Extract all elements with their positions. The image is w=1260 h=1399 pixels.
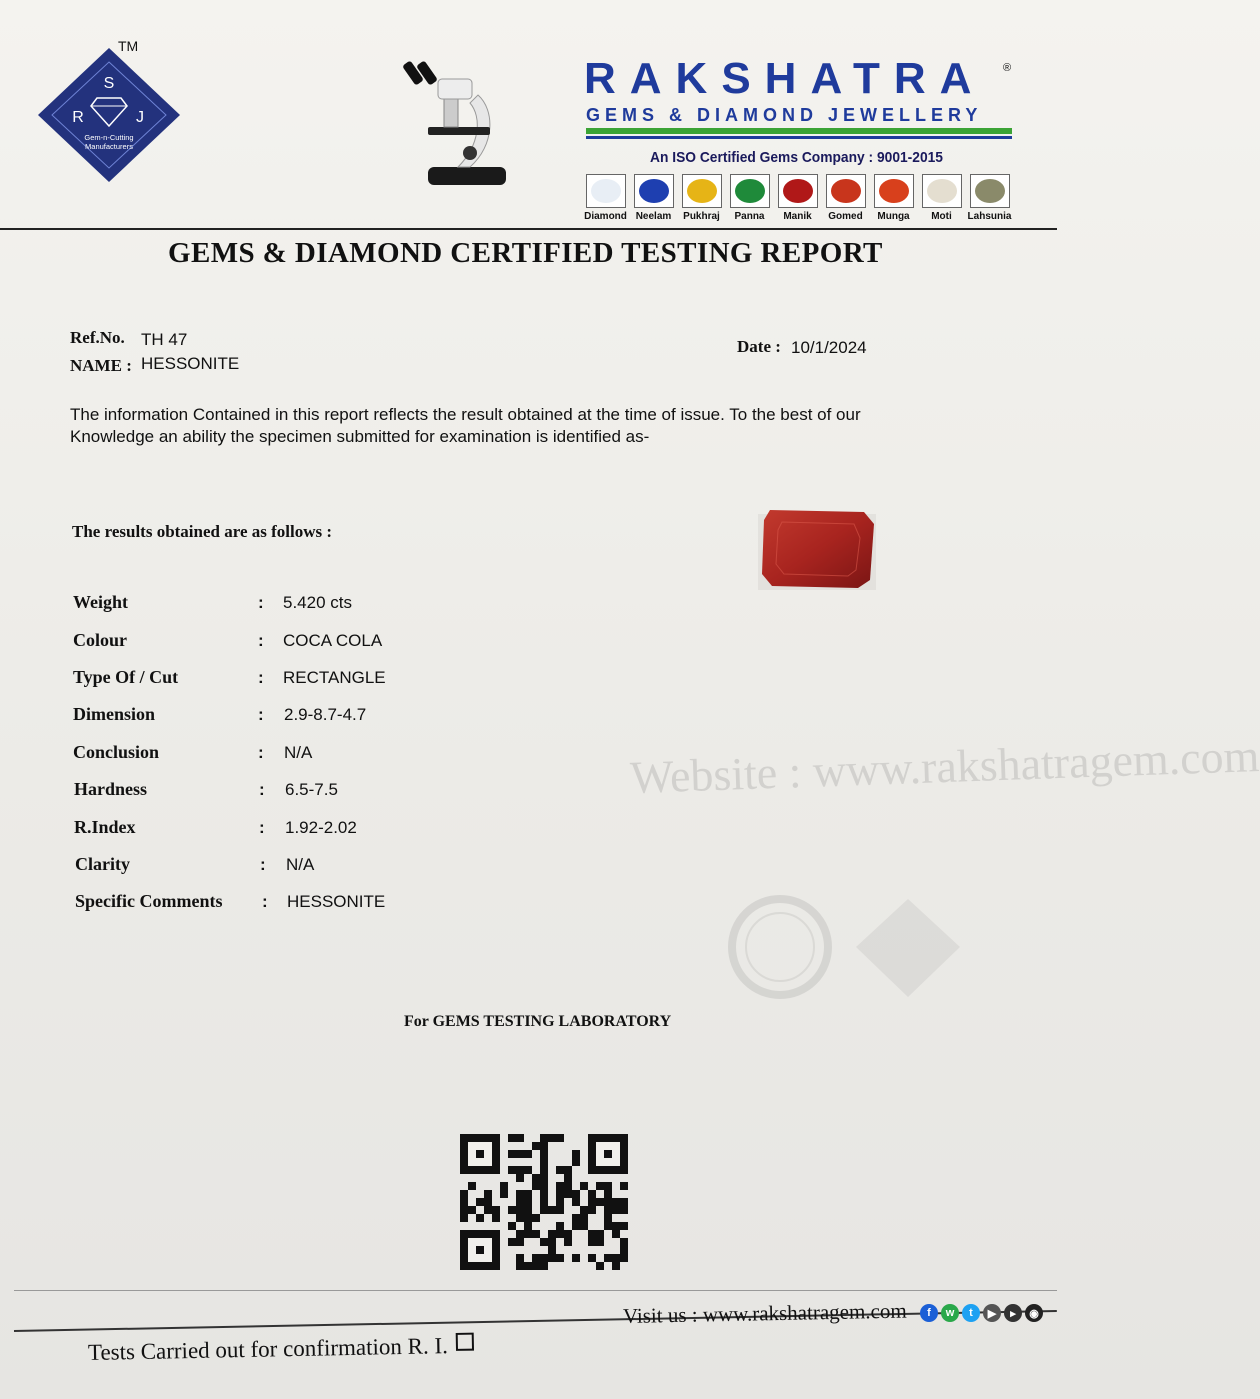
name-value: HESSONITE — [141, 354, 240, 373]
youtube-icon[interactable]: ▶ — [983, 1304, 1001, 1322]
results-heading: The results obtained are as follows : — [72, 522, 333, 541]
qr-code — [460, 1132, 628, 1272]
date-label: Date : — [737, 337, 781, 356]
brand-rule-green — [586, 128, 1012, 134]
trademark-mark: TM — [118, 38, 139, 54]
gem-label: Panna — [734, 211, 765, 222]
gem-swatch-diamond — [585, 174, 626, 230]
result-value: RECTANGLE — [283, 668, 386, 687]
date-value: 10/1/2024 — [791, 338, 867, 357]
gem-swatch-manik — [777, 174, 818, 230]
srj-logo — [34, 40, 184, 190]
result-value: N/A — [286, 855, 315, 874]
registered-mark: ® — [1003, 62, 1012, 74]
gem-label: Neelam — [635, 211, 672, 222]
ref-label: Ref.No. — [70, 328, 125, 347]
brand-name: RAKSHATRA — [584, 54, 986, 103]
facebook-icon[interactable]: f — [920, 1304, 938, 1322]
result-label: Conclusion — [73, 742, 160, 762]
result-value: 2.9-8.7-4.7 — [284, 705, 367, 724]
bleed-through-text — [120, 282, 125, 303]
gem-label: Manik — [783, 211, 812, 222]
gem-swatch-gomed — [825, 174, 866, 230]
logo-letter-s: S — [103, 75, 115, 92]
gem-icon — [826, 174, 866, 208]
result-value: N/A — [284, 743, 313, 762]
faint-seal-watermark — [728, 895, 968, 1005]
result-value: 5.420 cts — [283, 593, 352, 612]
gem-swatch-lahsunia — [969, 174, 1010, 230]
gem-label: Munga — [877, 211, 910, 222]
watermark-website: Website : www.rakshatragem.com — [629, 730, 1260, 803]
gem-icon — [970, 174, 1010, 208]
logo-letter-r: R — [72, 109, 84, 126]
gem-swatch-moti — [921, 174, 962, 230]
gemstone-photo — [758, 508, 876, 590]
result-label: Specific Comments — [75, 891, 223, 911]
gem-icon — [874, 174, 914, 208]
result-colon: : — [258, 593, 264, 612]
result-colon: : — [258, 705, 264, 724]
result-value: 1.92-2.02 — [285, 818, 357, 837]
gem-label: Moti — [931, 211, 952, 222]
gem-swatch-panna — [729, 174, 770, 230]
result-label: R.Index — [74, 817, 136, 837]
result-value: 6.5-7.5 — [285, 780, 338, 799]
result-label: Clarity — [75, 854, 130, 874]
result-colon: : — [262, 892, 268, 911]
gem-icon — [682, 174, 722, 208]
gem-swatch-munga — [873, 174, 914, 230]
header-divider — [0, 228, 1057, 230]
tests-confirmation-text: Tests Carried out for confirmation R. I. — [87, 1333, 449, 1365]
gem-label: Gomed — [828, 211, 863, 222]
brand-rule-blue — [586, 136, 1012, 139]
social-icons — [920, 1304, 1043, 1322]
microscope-icon — [400, 55, 515, 195]
gem-label: Pukhraj — [683, 211, 720, 222]
lab-signature-line: For GEMS TESTING LABORATORY — [404, 1013, 672, 1030]
gem-icon — [730, 174, 770, 208]
instagram-icon[interactable]: ◉ — [1025, 1304, 1043, 1322]
result-value: COCA COLA — [283, 631, 383, 650]
gem-icon — [634, 174, 674, 208]
footer-divider-top — [14, 1290, 1057, 1291]
result-label: Weight — [73, 592, 129, 612]
report-title: GEMS & DIAMOND CERTIFIED TESTING REPORT — [168, 237, 883, 269]
gem-swatch-neelam — [633, 174, 674, 230]
gem-label: Lahsunia — [967, 211, 1012, 222]
intro-paragraph — [70, 404, 930, 448]
gem-swatch-pukhraj — [681, 174, 722, 230]
logo-tagline-2: Manufacturers — [85, 142, 133, 151]
gem-icon — [778, 174, 818, 208]
play-store-icon[interactable]: ▸ — [1004, 1304, 1022, 1322]
result-colon: : — [258, 743, 264, 762]
result-label: Colour — [73, 630, 127, 650]
result-label: Hardness — [74, 779, 148, 799]
twitter-icon[interactable]: t — [962, 1304, 980, 1322]
result-label: Type Of / Cut — [73, 667, 179, 687]
tests-confirmation — [88, 1333, 474, 1366]
gem-label: Diamond — [584, 211, 627, 222]
gem-strip — [585, 174, 1025, 230]
result-value: HESSONITE — [287, 892, 386, 911]
iso-certification: An ISO Certified Gems Company : 9001-2015 — [650, 149, 943, 166]
logo-tagline-1: Gem-n-Cutting — [84, 133, 134, 142]
whatsapp-icon[interactable]: w — [941, 1304, 959, 1322]
gem-icon — [922, 174, 962, 208]
checkbox-icon — [456, 1333, 474, 1351]
brand-subtitle: GEMS & DIAMOND JEWELLERY — [586, 105, 983, 125]
result-colon: : — [259, 780, 265, 799]
intro-line-2: Knowledge an ability the specimen submitted for examination is identified as- — [70, 427, 650, 446]
result-colon: : — [259, 818, 265, 837]
gem-icon — [586, 174, 626, 208]
logo-letter-j: J — [136, 109, 144, 126]
website-link[interactable]: Visit us : www.rakshatragem.com — [622, 1298, 907, 1328]
result-colon: : — [260, 855, 266, 874]
name-label: NAME : — [70, 356, 132, 375]
result-colon: : — [258, 668, 264, 687]
result-colon: : — [258, 631, 264, 650]
result-label: Dimension — [73, 704, 156, 724]
intro-line-1: The information Contained in this report reflects the result obtained at the time of issue. To the best of our — [70, 405, 861, 424]
ref-value: TH 47 — [141, 330, 188, 349]
